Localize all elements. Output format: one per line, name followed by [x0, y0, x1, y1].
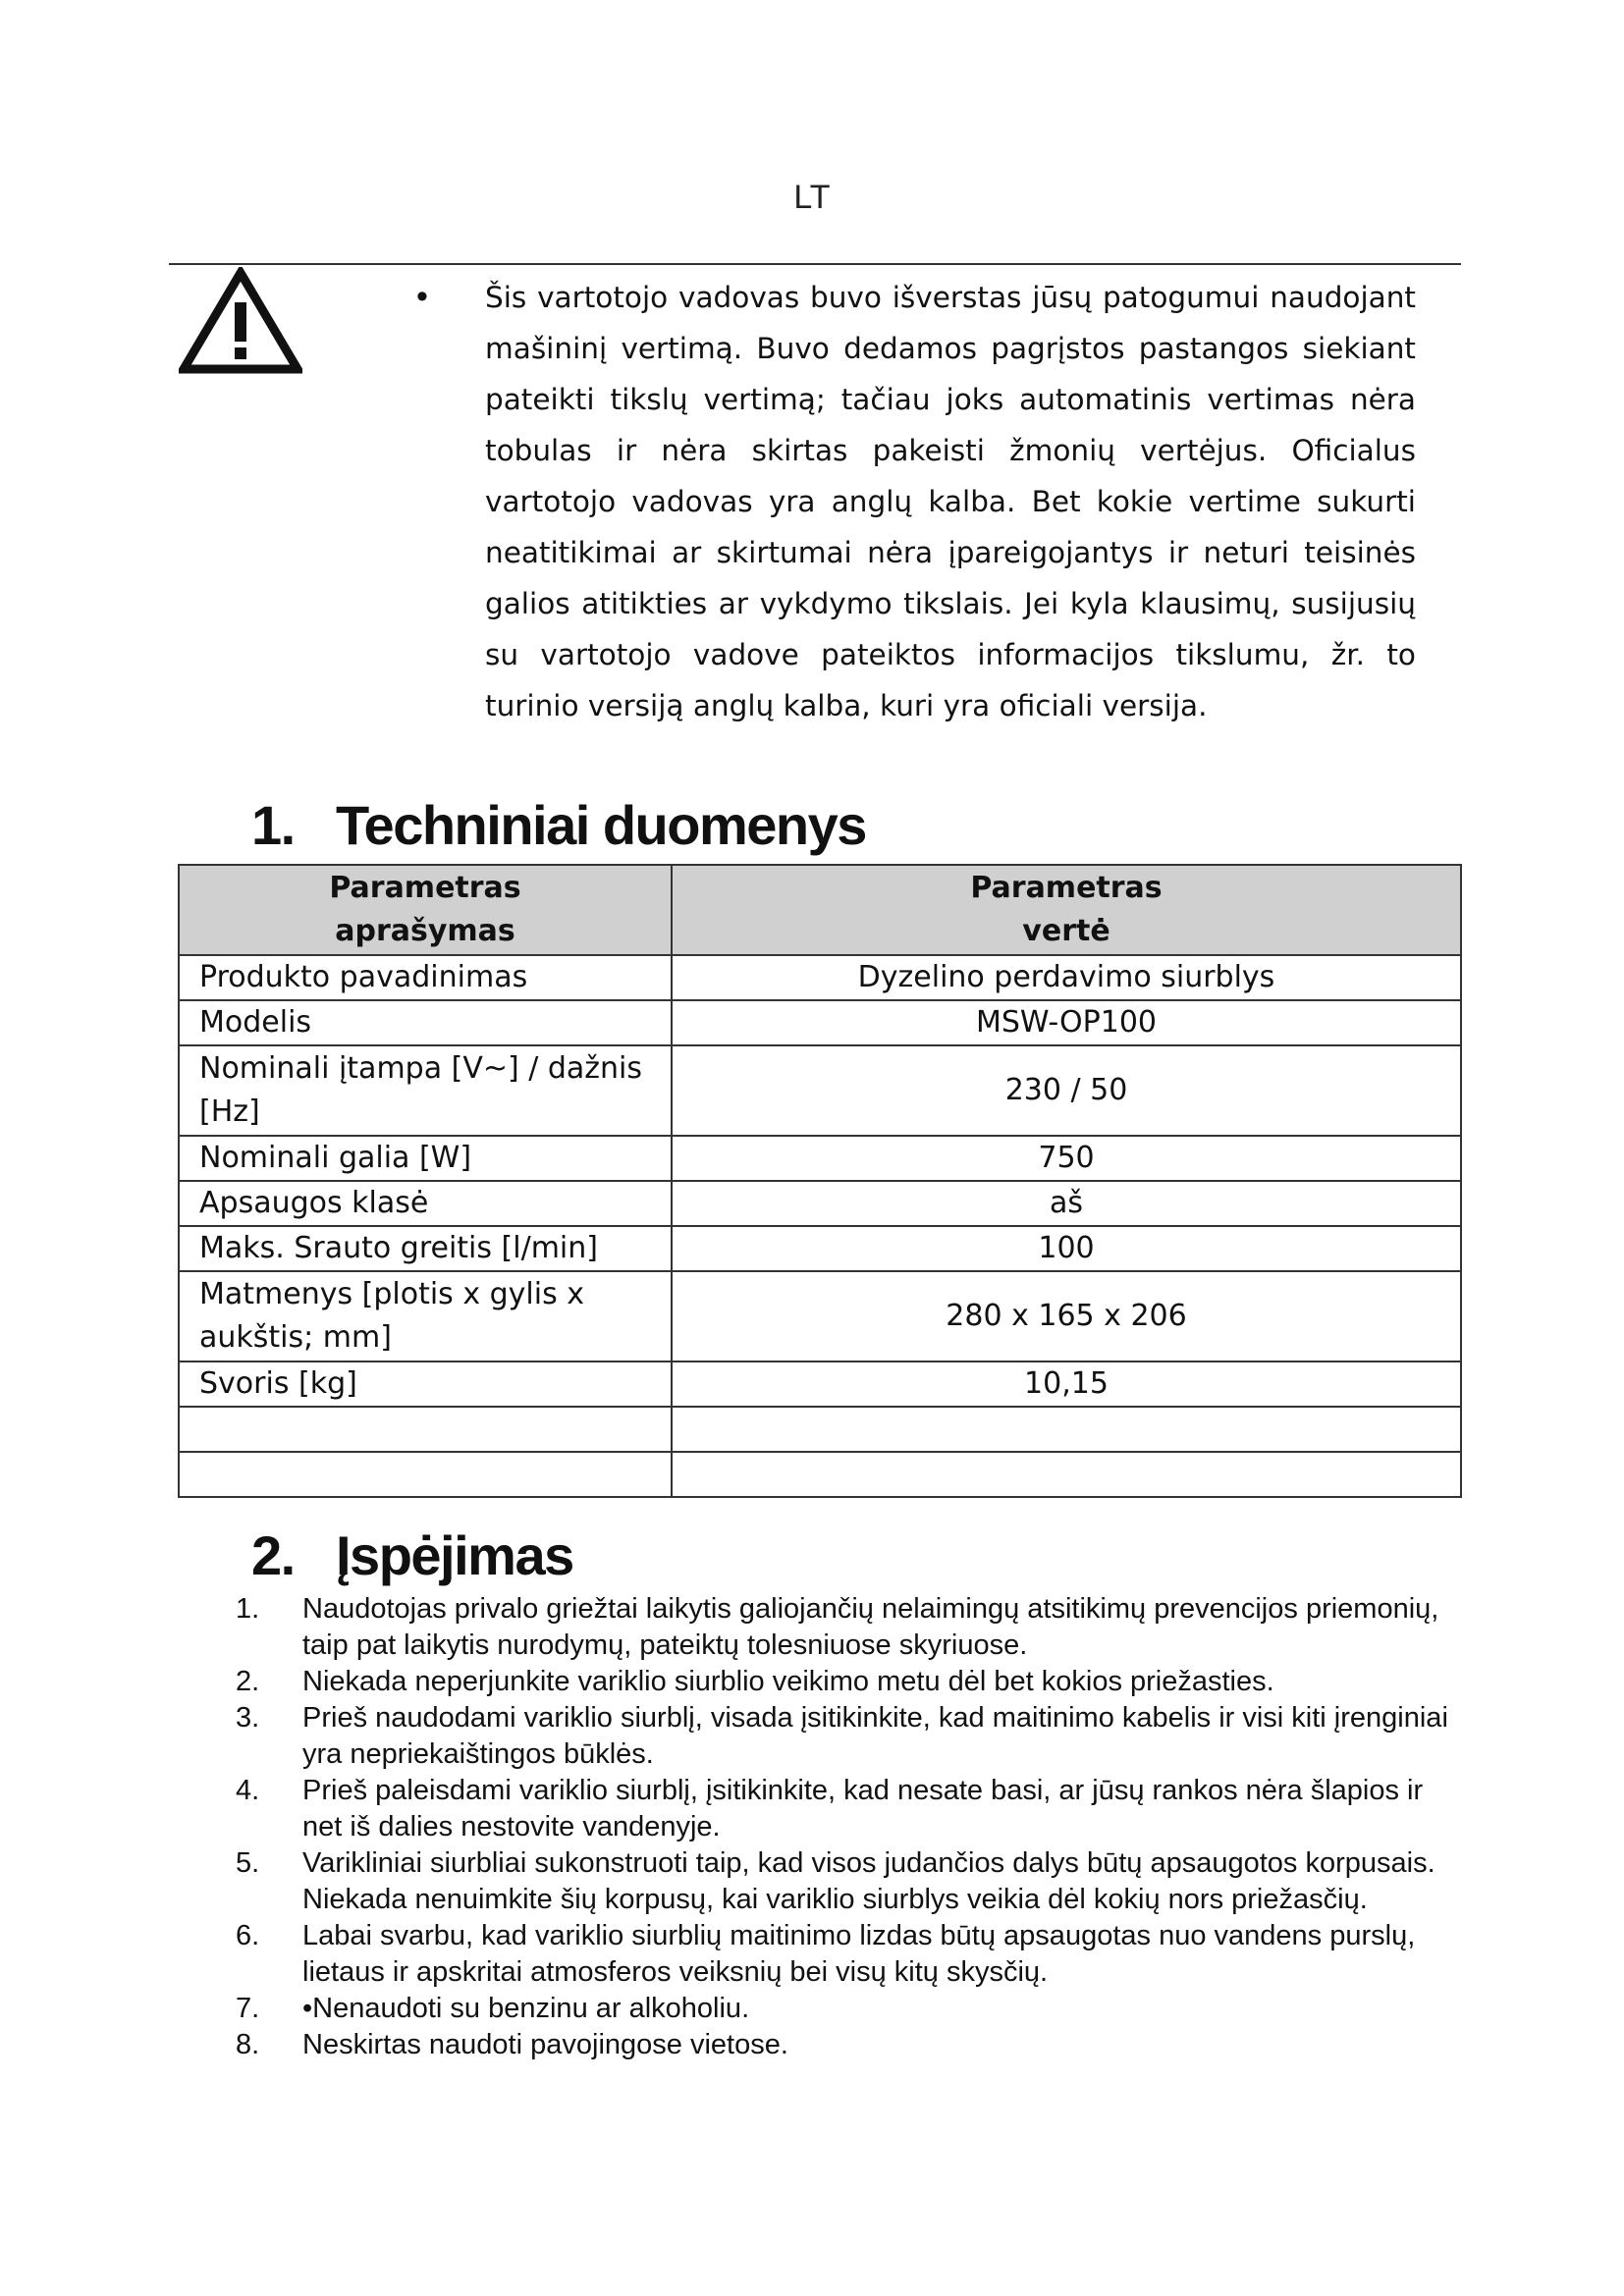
row-value-empty: [672, 1452, 1461, 1497]
row-value: aš: [672, 1181, 1461, 1226]
row-name: Matmenys [plotis x gylis x aukštis; mm]: [179, 1271, 672, 1362]
list-item-number: 5.: [236, 1847, 260, 1879]
row-name-empty: [179, 1452, 672, 1497]
table-header-row: [179, 865, 1461, 955]
table-row: [179, 1181, 1461, 1226]
row-name: Nominali galia [W]: [179, 1136, 672, 1181]
row-value: 230 / 50: [672, 1045, 1461, 1136]
row-name: Modelis: [179, 1000, 672, 1045]
header-parameter-value: [672, 865, 1461, 955]
table-row-empty: [179, 1407, 1461, 1452]
section-title: Įspėjimas: [336, 1524, 573, 1586]
list-item-number: 7.: [236, 1993, 260, 2024]
list-item: [236, 1773, 1463, 1845]
list-item: [236, 1700, 1463, 1773]
row-value: 100: [672, 1226, 1461, 1271]
section-number: 1.: [251, 794, 295, 856]
translation-notice: Šis vartotojo vadovas buvo išverstas jūsų patogumui naudojant mašininį vertimą. Buvo dedamos pagrįstos pastangos siekiant pateikti tikslų vertimą; tačiau joks automatinis vertimas nėra tobulas ir nėra skirtas pakeisti žmonių vertėjus. Oficialus vartotojo vadovas yra anglų kalba. Bet kokie vertime sukurti neatitikimai ar skirtumai nėra įpareigojantys ir neturi teisinės galios atitikties ar vykdymo tikslais. Jei kyla klausimų, susijusių su vartotojo vadove pateiktos informacijos tikslumu, žr. to turinio versiją anglų kalba, kuri yra oficiali versija.: [485, 281, 1416, 722]
list-item: [236, 1918, 1463, 1991]
row-value: 750: [672, 1136, 1461, 1181]
list-item-number: 8.: [236, 2029, 260, 2060]
list-item-number: 2.: [236, 1666, 260, 1697]
warning-list: [236, 1591, 1463, 2063]
row-name: Produkto pavadinimas: [179, 955, 672, 1000]
table-row: [179, 1045, 1461, 1136]
row-value: 280 x 165 x 206: [672, 1271, 1461, 1362]
list-item-number: 1.: [236, 1593, 260, 1625]
notice-bullet: •: [416, 278, 428, 315]
header-col2-line1: Parametras: [970, 871, 1163, 905]
row-name: Svoris [kg]: [179, 1362, 672, 1407]
row-value: 10,15: [672, 1362, 1461, 1407]
row-name: Apsaugos klasė: [179, 1181, 672, 1226]
row-name: Nominali įtampa [V~] / dažnis [Hz]: [179, 1045, 672, 1136]
list-item-text: Labai svarbu, kad variklio siurblių maitinimo lizdas būtų apsaugotas nuo vandens purslų, lietaus ir apskritai atmosferos veiksnių bei visų kitų skysčių.: [302, 1920, 1416, 1988]
technical-data-table: [178, 864, 1462, 1498]
table-row: [179, 1271, 1461, 1362]
section-title: Techniniai duomenys: [336, 794, 866, 856]
list-item: [236, 1991, 1463, 2027]
section-heading-warning: [251, 1523, 573, 1587]
header-col1-line1: Parametras: [329, 871, 521, 905]
list-item-number: 4.: [236, 1775, 260, 1806]
warning-triangle-icon: [179, 267, 302, 375]
list-item-text: Prieš naudodami variklio siurblį, visada įsitikinkite, kad maitinimo kabelis ir visi kiti įrenginiai yra nepriekaištingos būklės.: [302, 1702, 1448, 1770]
table-row-empty: [179, 1452, 1461, 1497]
header-col2-line2: vertė: [1022, 914, 1110, 948]
list-item: [236, 2027, 1463, 2063]
row-value: MSW-OP100: [672, 1000, 1461, 1045]
list-item-text: Varikliniai siurbliai sukonstruoti taip, kad visos judančios dalys būtų apsaugotos korpusais. Niekada nenuimkite šių korpusų, kai variklio siurblys veikia dėl kokių nors priežasčių.: [302, 1847, 1435, 1915]
list-item: [236, 1664, 1463, 1700]
list-item-text: Naudotojas privalo griežtai laikytis galiojančių nelaimingų atsitikimų prevencijos priemonių, taip pat laikytis nurodymų, pateiktų tolesniuose skyriuose.: [302, 1593, 1439, 1661]
language-code: LT: [793, 179, 831, 216]
row-name-empty: [179, 1407, 672, 1452]
table-row: [179, 1226, 1461, 1271]
table-row: [179, 955, 1461, 1000]
list-item: [236, 1591, 1463, 1664]
section-number: 2.: [251, 1524, 295, 1586]
list-item-text: •Nenaudoti su benzinu ar alkoholiu.: [302, 1993, 750, 2024]
list-item-text: Niekada neperjunkite variklio siurblio veikimo metu dėl bet kokios priežasties.: [302, 1666, 1274, 1697]
section-heading-technical-data: [251, 793, 866, 857]
row-value: Dyzelino perdavimo siurblys: [672, 955, 1461, 1000]
row-value-empty: [672, 1407, 1461, 1452]
header-divider: [169, 263, 1461, 265]
header-col1-line2: aprašymas: [335, 914, 515, 948]
list-item-number: 3.: [236, 1702, 260, 1734]
header-parameter-description: [179, 865, 672, 955]
list-item-text: Neskirtas naudoti pavojingose vietose.: [302, 2029, 788, 2060]
list-item: [236, 1845, 1463, 1918]
table-row: [179, 1000, 1461, 1045]
table-row: [179, 1136, 1461, 1181]
row-name: Maks. Srauto greitis [l/min]: [179, 1226, 672, 1271]
list-item-number: 6.: [236, 1920, 260, 1951]
table-row: [179, 1362, 1461, 1407]
list-item-text: Prieš paleisdami variklio siurblį, įsitikinkite, kad nesate basi, ar jūsų rankos nėra šlapios ir net iš dalies nestovite vandenyje.: [302, 1775, 1424, 1842]
